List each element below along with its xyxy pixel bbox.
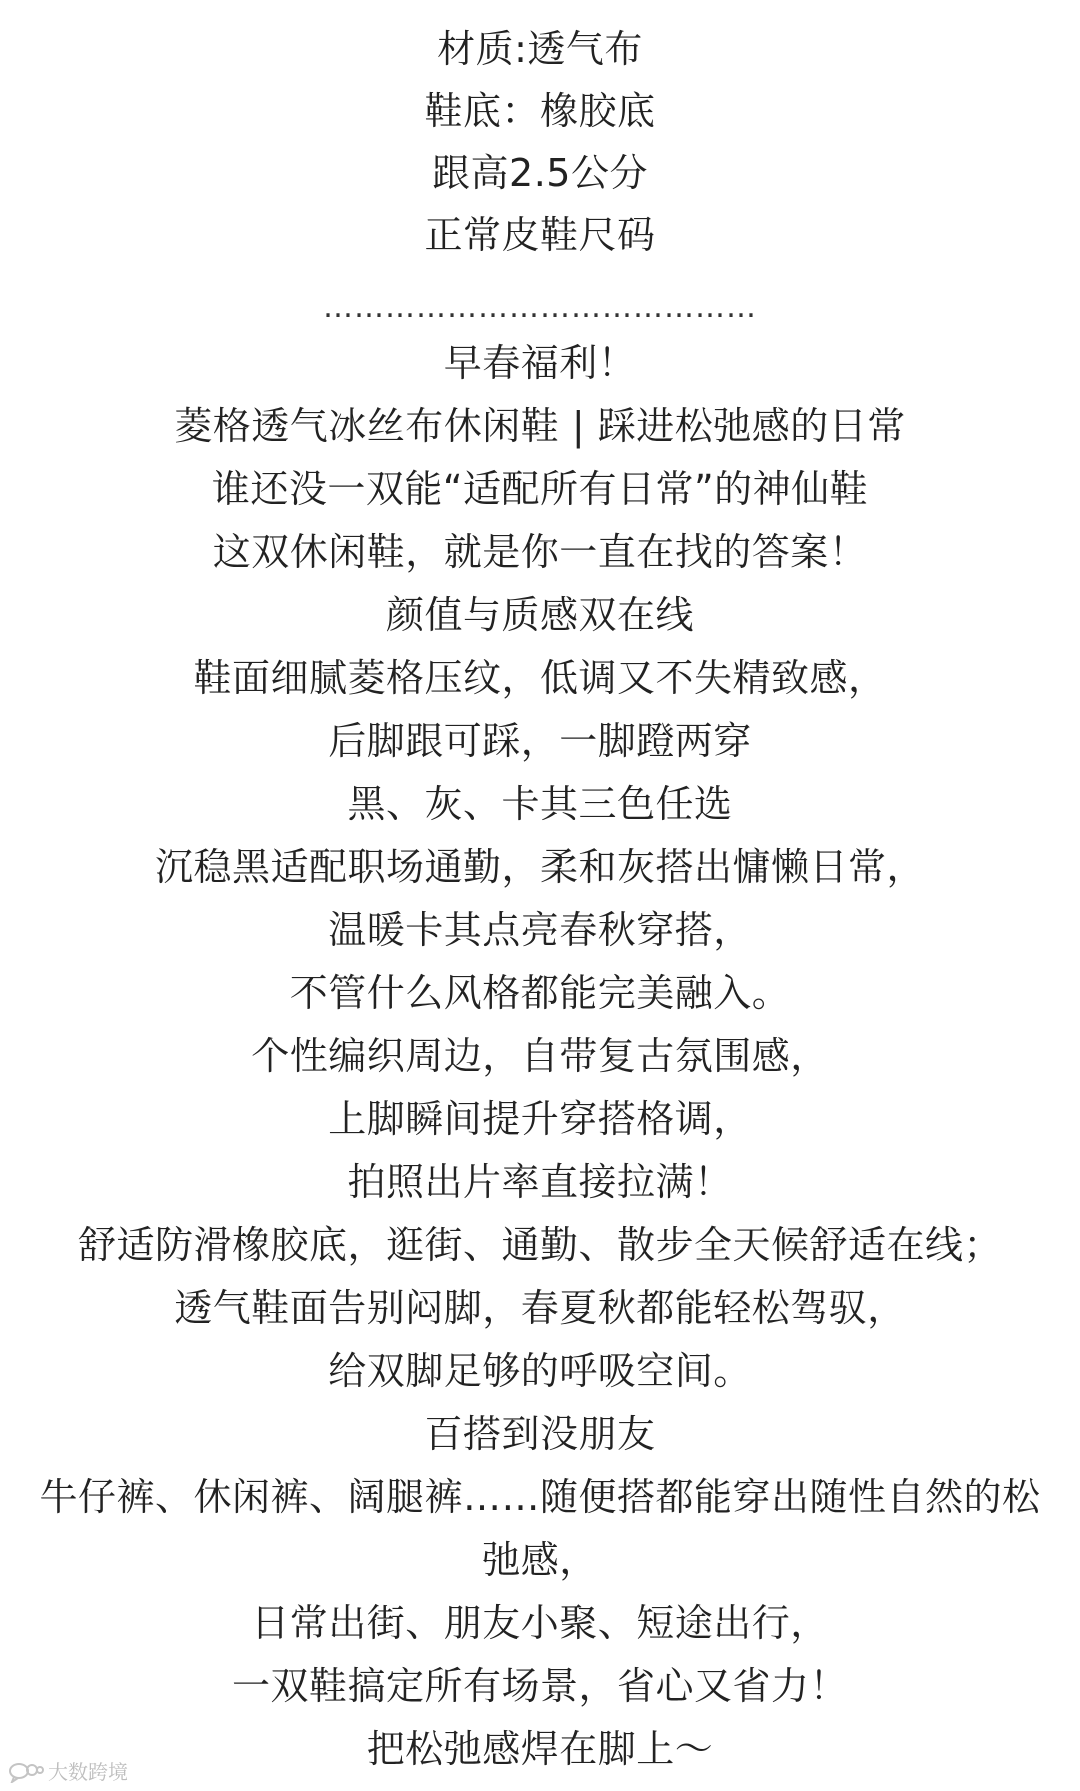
body-line: 个性编织周边，自带复古氛围感， (251, 1034, 829, 1078)
watermark (8, 1760, 128, 1784)
headline: 早春福利！ (443, 341, 637, 385)
body-line: 给双脚足够的呼吸空间。 (328, 1349, 752, 1393)
section-heading: 百搭到没朋友 (424, 1412, 656, 1456)
dotted-separator: …………………………………… (323, 290, 757, 325)
spec-sole: 鞋底：橡胶底 (424, 89, 656, 133)
body-line: 这双休闲鞋，就是你一直在找的答案！ (212, 530, 868, 574)
chat-bubble-logo-icon (8, 1761, 44, 1783)
body-line: 不管什么风格都能完美融入。 (289, 971, 791, 1015)
body-line: 日常出街、朋友小聚、短途出行， (251, 1601, 829, 1645)
section-heading: 颜值与质感双在线 (385, 593, 694, 637)
body-line: 谁还没一双能“适配所有日常”的神仙鞋 (211, 467, 869, 511)
closing-line: 把松弛感焊在脚上～ (366, 1727, 714, 1771)
body-line: 一双鞋搞定所有场景，省心又省力！ (231, 1664, 848, 1708)
body-line: 弛感， (482, 1538, 598, 1582)
body-line: 透气鞋面告别闷脚，春夏秋都能轻松驾驭， (174, 1286, 906, 1330)
body-line: 鞋面细腻菱格压纹，低调又不失精致感， (193, 656, 887, 700)
body-line: 舒适防滑橡胶底，逛街、通勤、散步全天候舒适在线； (77, 1223, 1002, 1267)
body-line: 上脚瞬间提升穿搭格调， (328, 1097, 752, 1141)
body-line: 拍照出片率直接拉满！ (347, 1160, 733, 1204)
spec-material: 材质:透气布 (437, 27, 643, 71)
watermark-text: 大数跨境 (48, 1760, 128, 1784)
spec-heel: 跟高2.5公分 (432, 151, 648, 195)
body-line: 沉稳黑适配职场通勤，柔和灰搭出慵懒日常， (154, 845, 925, 889)
subheadline: 菱格透气冰丝布休闲鞋 | 踩进松弛感的日常 (174, 404, 906, 448)
body-line: 后脚跟可踩，一脚蹬两穿 (328, 719, 752, 763)
body-line: 牛仔裤、休闲裤、阔腿裤……随便搭都能穿出随性自然的松 (39, 1475, 1041, 1519)
body-line: 温暖卡其点亮春秋穿搭， (328, 908, 752, 952)
section-heading: 黑、灰、卡其三色任选 (347, 782, 733, 826)
spec-size: 正常皮鞋尺码 (424, 213, 656, 257)
